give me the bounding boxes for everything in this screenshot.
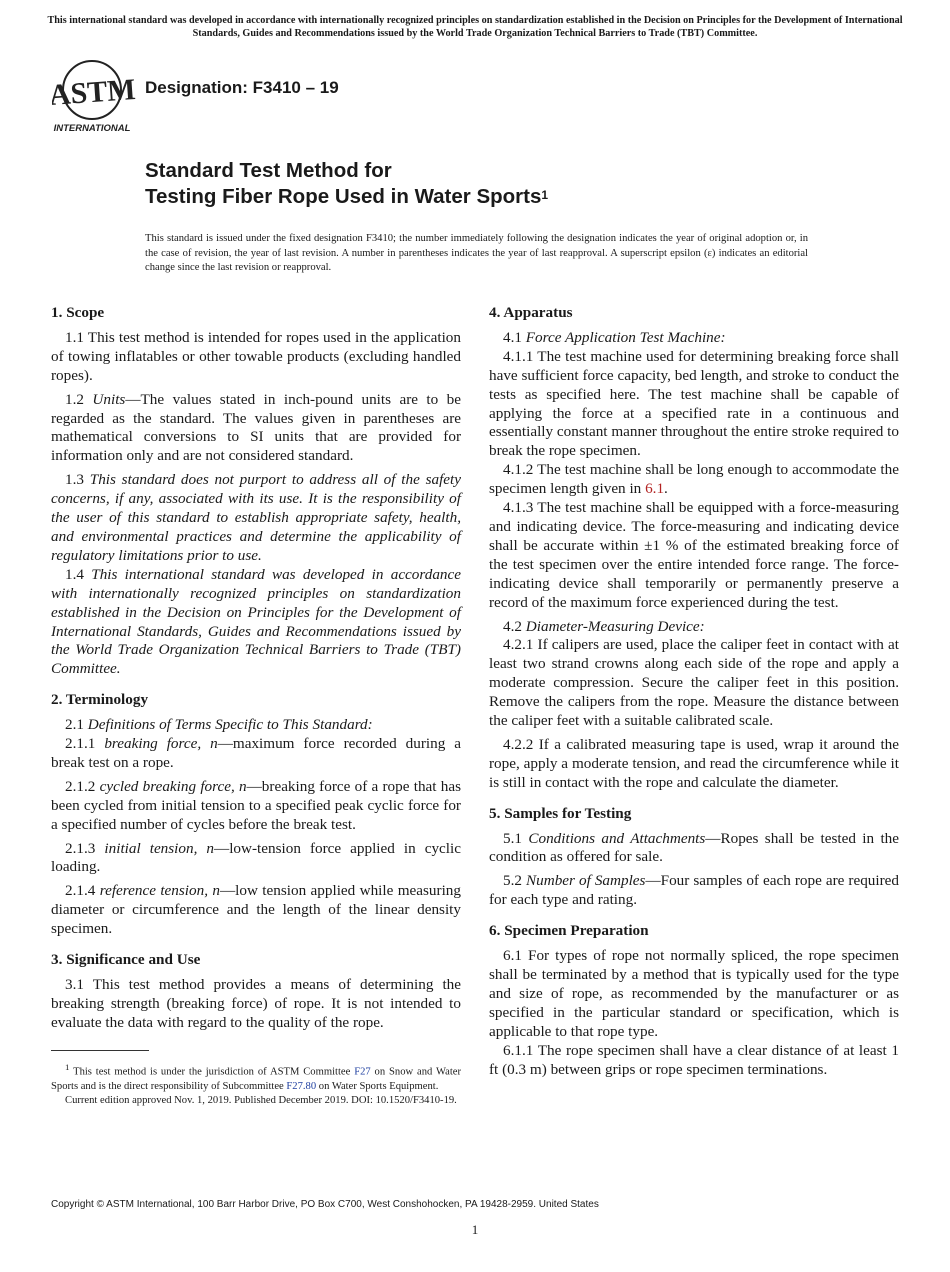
para-number: 2.1	[65, 716, 88, 734]
term-units: Units	[92, 390, 126, 408]
section-heading-apparatus: 4. Apparatus	[489, 304, 573, 321]
para-text: —The values stated in inch-pound units are to be regarded as the standard. The values given in parentheses are mathematical conversions to SI units that are provided for information only and are not considered standard.	[51, 390, 461, 465]
term: breaking force, n	[104, 735, 218, 753]
document-title	[145, 158, 548, 210]
section-link-6-1[interactable]: 6.1	[645, 480, 665, 498]
svg-text:ASTM: ASTM	[52, 73, 136, 112]
paragraph-4-1-2	[489, 461, 899, 499]
section-heading-preparation: 6. Specimen Preparation	[489, 922, 649, 940]
paragraph-3-1: 3.1 This test method provides a means of determining the breaking strength (breaking force) of rope. It is not intended to evaluate the data with regard to the quality of the rope.	[51, 976, 461, 1031]
footnote-text: This test method is under the jurisdiction of ASTM Committee	[69, 1066, 355, 1078]
term: initial tension, n	[104, 839, 215, 857]
paragraph-4-2-2: 4.2.2 If a calibrated measuring tape is used, wrap it around the rope, apply a moderate tension, and read the circumference while it is still in contact with the rope and calculate the diameter.	[489, 735, 899, 791]
safety-statement: This standard does not purport to address all of the safety concerns, if any, associated with its use. It is the responsibility of the user of this standard to establish appropriate safety, health, and environmental practices and determine the applicability of regulatory limitations prior to use.	[51, 471, 461, 564]
section-heading-terminology: 2. Terminology	[51, 691, 149, 709]
para-number: 1.4	[65, 565, 92, 583]
copyright-line: Copyright © ASTM International, 100 Barr Harbor Drive, PO Box C700, West Conshohocken, PA 19428-2959. United States	[51, 1199, 599, 1210]
paragraph-2-1-3	[51, 840, 461, 878]
para-number: 1.2	[65, 390, 93, 408]
paragraph-2-1-4	[51, 882, 461, 939]
section-heading-samples: 5. Samples for Testing	[489, 804, 632, 822]
para-number: 2.1.1	[65, 735, 105, 753]
para-text: Diameter-Measuring Device:	[525, 617, 705, 635]
paragraph-1-4	[51, 566, 461, 679]
para-number: 5.2	[503, 872, 527, 890]
footnote-1	[51, 1060, 461, 1094]
para-number: 5.1	[503, 829, 529, 847]
footnote-text: on Snow and Water Sports and is the direct responsibility of Subcommittee	[51, 1066, 461, 1092]
paragraph-1-2	[51, 391, 461, 467]
section-heading-significance: 3. Significance and Use	[51, 951, 201, 969]
paragraph-5-2	[489, 872, 899, 910]
astm-logo	[52, 56, 136, 134]
paragraph-1-1: 1.1 This test method is intended for ropes used in the application of towing inflatables or other towable products (excluding handled ropes).	[51, 328, 461, 384]
term: Number of Samples	[526, 872, 646, 890]
right-column	[489, 304, 899, 1079]
designation: Designation: F3410 – 19	[145, 78, 339, 97]
paragraph-2-1-2	[51, 778, 461, 835]
footnotes	[51, 1060, 461, 1108]
para-number: 4.1	[503, 328, 526, 346]
definition: —maximum force recorded during a break test on a rope.	[51, 735, 461, 771]
para-number: 2.1.4	[65, 882, 100, 900]
para-number: 2.1.2	[65, 777, 100, 795]
issuance-statement: This standard is issued under the fixed designation F3410; the number immediately following the designation indicates the year of original adoption or, in the case of revision, the year of last revision. A number in parentheses indicates the year of last reapproval. A superscript epsilon (ε) indicates an editorial change since the last revision or reapproval.	[145, 233, 808, 273]
svg-text:INTERNATIONAL: INTERNATIONAL	[53, 123, 131, 134]
title-line-1: Standard Test Method for	[145, 159, 392, 182]
committee-f27-link[interactable]: F27	[354, 1066, 371, 1078]
wto-statement: This international standard was developed in accordance with internationally recognized principles on standardization established in the Decision on Principles for the Development of International Standards, Guides and Recommendations issued by the World Trade Organization Technical Barriers to Trade (TBT) Committee.	[51, 565, 462, 678]
definition: —low tension applied while measuring diameter or circumference and the length of the linear density specimen.	[51, 882, 461, 938]
international-standard-notice: This international standard was developed in accordance with internationally recognized principles on standardization established in the Decision on Principles for the Development of International Standards, Guides and Recommendations issued by the World Trade Organization Technical Barriers to Trade (TBT) Committee.	[47, 15, 903, 39]
paragraph-4-1	[489, 329, 899, 348]
paragraph-4-1-1: 4.1.1 The test machine used for determining breaking force shall have sufficient force capacity, bed length, and stroke to conduct the tests as specified here. The test machine shall be capable of applying the force at a specified rate in a continuous and essentially constant manner throughout the entire stroke required to break the rope specimen.	[489, 347, 899, 460]
title-line-2	[145, 184, 548, 210]
footnote-divider	[51, 1050, 149, 1051]
paragraph-4-2	[489, 618, 899, 637]
section-heading-scope: 1. Scope	[51, 304, 105, 321]
subcommittee-f27-80-link[interactable]: F27.80	[286, 1080, 317, 1092]
para-number: 4.2	[503, 617, 526, 635]
definition: —low-tension force applied in cyclic loading.	[51, 839, 461, 876]
para-end: .	[664, 480, 668, 498]
term: reference tension, n	[99, 882, 220, 900]
para-text: Definitions of Terms Specific to This Standard:	[87, 716, 373, 734]
paragraph-4-1-3: 4.1.3 The test machine shall be equipped with a force-measuring and indicating device. The force-measuring and indicating device shall be accurate within ±1 % of the estimated breaking force of the test specimen over the entire intended force range. The force-indicating device shall temporarily or permanently preserve a record of the maximum force experienced during the test.	[489, 499, 899, 611]
para-number: 2.1.3	[65, 839, 105, 857]
footnote-edition: Current edition approved Nov. 1, 2019. Published December 2019. DOI: 10.1520/F3410-19.	[65, 1095, 457, 1107]
page-number: 1	[471, 1222, 479, 1237]
paragraph-6-1: 6.1 For types of rope not normally spliced, the rope specimen shall be terminated by a method that is typically used for the type and size of rope, as recommended by the manufacturer or as specified in the particular standard or specification, which is applicable to that rope type.	[489, 947, 899, 1040]
paragraph-4-2-1: 4.2.1 If calipers are used, place the caliper feet in contact with at least two strand crowns along each side of the rope and apply a moderate compression. Secure the caliper feet in this position. Remove the calipers from the rope. Measure the distance between the caliper feet with a suitable calibrated scale.	[489, 636, 899, 730]
footnote-mark: 1	[65, 1062, 70, 1072]
title-text: Testing Fiber Rope Used in Water Sports	[145, 185, 542, 208]
left-column	[51, 304, 461, 1033]
title-footnote-mark: 1	[541, 188, 549, 202]
term: Conditions and Attachments	[528, 829, 706, 847]
para-text: Force Application Test Machine:	[525, 328, 726, 346]
paragraph-2-1-1	[51, 735, 461, 773]
footnote-text: on Water Sports Equipment.	[316, 1080, 439, 1092]
term: cycled breaking force, n	[99, 777, 247, 795]
definition: —breaking force of a rope that has been cycled from initial tension to a specified peak cyclic force for a specified number of cycles before the break test.	[51, 777, 461, 833]
para-text: —Ropes shall be tested in the condition as offered for sale.	[489, 829, 900, 866]
para-text: 4.1.2 The test machine shall be long enough to accommodate the specimen length given in	[489, 461, 899, 498]
para-number: 1.3	[65, 471, 90, 489]
paragraph-2-1	[51, 716, 461, 735]
para-text: —Four samples of each rope are required for each type and rating.	[489, 872, 900, 909]
paragraph-1-3	[51, 471, 461, 566]
paragraph-5-1	[489, 830, 899, 868]
paragraph-6-1-1: 6.1.1 The rope specimen shall have a clear distance of at least 1 ft (0.3 m) between grips or rope specimen terminations.	[489, 1041, 899, 1078]
